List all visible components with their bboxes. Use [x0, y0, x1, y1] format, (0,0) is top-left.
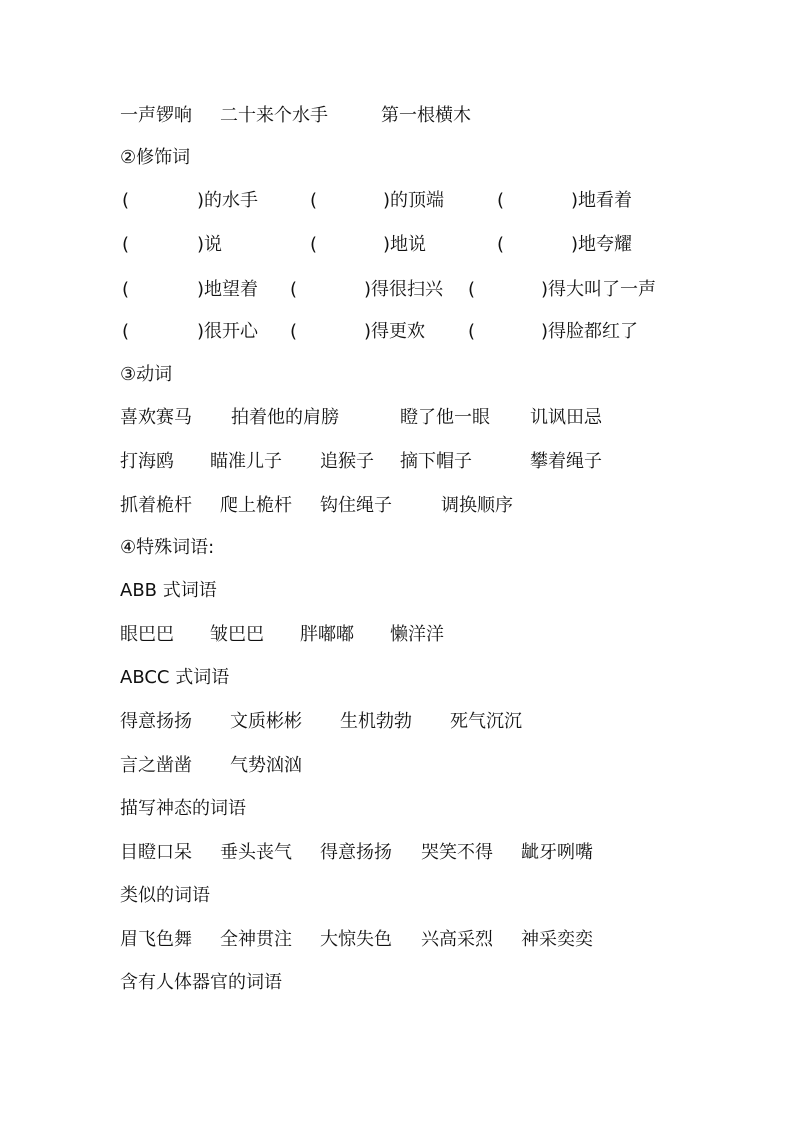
- sub-heading: [0, 794, 793, 824]
- word: 全神贯注: [220, 929, 292, 950]
- word-list-line: [0, 620, 793, 650]
- text-segment: 含有人体器官的词语: [120, 972, 282, 993]
- word: 讥讽田忌: [530, 407, 602, 428]
- blank-suffix: )地说: [383, 234, 427, 255]
- word-list-line: [0, 403, 793, 433]
- section-heading: [0, 533, 793, 563]
- word: 攀着绳子: [530, 451, 602, 472]
- open-paren: (: [122, 279, 130, 300]
- word-list-line: [0, 707, 793, 737]
- text-segment: 二十来个水手: [220, 105, 328, 126]
- word: 皱巴巴: [210, 624, 264, 645]
- word: 胖嘟嘟: [300, 624, 354, 645]
- open-paren: (: [122, 234, 130, 255]
- word: 摘下帽子: [400, 451, 472, 472]
- word: 文质彬彬: [230, 711, 302, 732]
- section-heading: [0, 360, 793, 390]
- word: 得意扬扬: [320, 842, 392, 863]
- word-list-line: [0, 925, 793, 955]
- text-segment: ABB 式词语: [120, 580, 217, 601]
- word-list-line: [0, 838, 793, 868]
- text-segment: 一声锣响: [120, 105, 192, 126]
- sub-heading: [0, 576, 793, 606]
- fill-blank-line: [0, 275, 793, 305]
- word: 得意扬扬: [120, 711, 192, 732]
- word: 懒洋洋: [390, 624, 444, 645]
- fill-blank-line: [0, 317, 793, 347]
- word: 垂头丧气: [220, 842, 292, 863]
- word: 追猴子: [320, 451, 374, 472]
- word-list-line: [0, 491, 793, 521]
- open-paren: (: [497, 190, 505, 211]
- open-paren: (: [310, 190, 318, 211]
- blank-suffix: )地望着: [197, 279, 259, 300]
- word-list-line: [0, 447, 793, 477]
- word: 气势汹汹: [230, 755, 302, 776]
- open-paren: (: [468, 279, 476, 300]
- word: 打海鸥: [120, 451, 174, 472]
- word: 喜欢赛马: [120, 407, 192, 428]
- word: 生机勃勃: [340, 711, 412, 732]
- word: 神采奕奕: [521, 929, 593, 950]
- word: 瞪了他一眼: [400, 407, 490, 428]
- text-segment: ②修饰词: [120, 147, 191, 168]
- open-paren: (: [310, 234, 318, 255]
- open-paren: (: [122, 190, 130, 211]
- sub-heading: [0, 968, 793, 998]
- sub-heading: [0, 663, 793, 693]
- blank-suffix: )得更欢: [364, 321, 426, 342]
- word: 眉飞色舞: [120, 929, 192, 950]
- word: 瞄准儿子: [210, 451, 282, 472]
- word-list-line: [0, 751, 793, 781]
- blank-suffix: )说: [197, 234, 223, 255]
- blank-suffix: )得很扫兴: [364, 279, 444, 300]
- text-segment: 第一根横木: [381, 105, 471, 126]
- open-paren: (: [497, 234, 505, 255]
- word: 哭笑不得: [421, 842, 493, 863]
- text-segment: 类似的词语: [120, 885, 210, 906]
- fill-blank-line: [0, 230, 793, 260]
- word: 言之凿凿: [120, 755, 192, 776]
- fill-blank-line: [0, 186, 793, 216]
- word: 死气沉沉: [450, 711, 522, 732]
- text-segment: 描写神态的词语: [120, 798, 246, 819]
- word: 眼巴巴: [120, 624, 174, 645]
- section-heading: [0, 143, 793, 173]
- word: 抓着桅杆: [120, 495, 192, 516]
- word: 大惊失色: [320, 929, 392, 950]
- blank-suffix: )得脸都红了: [541, 321, 639, 342]
- open-paren: (: [290, 279, 298, 300]
- text-segment: ABCC 式词语: [120, 667, 230, 688]
- blank-suffix: )地看着: [571, 190, 633, 211]
- blank-suffix: )得大叫了一声: [541, 279, 657, 300]
- open-paren: (: [290, 321, 298, 342]
- open-paren: (: [468, 321, 476, 342]
- word: 兴高采烈: [421, 929, 493, 950]
- word: 龇牙咧嘴: [521, 842, 593, 863]
- word: 钩住绳子: [320, 495, 392, 516]
- text-segment: ④特殊词语:: [120, 537, 215, 558]
- word: 调换顺序: [441, 495, 513, 516]
- word: 爬上桅杆: [220, 495, 292, 516]
- text-segment: ③动词: [120, 364, 173, 385]
- open-paren: (: [122, 321, 130, 342]
- blank-suffix: )的顶端: [383, 190, 445, 211]
- word: 目瞪口呆: [120, 842, 192, 863]
- blank-suffix: )地夸耀: [571, 234, 633, 255]
- blank-suffix: )很开心: [197, 321, 259, 342]
- word: 拍着他的肩膀: [231, 407, 339, 428]
- sub-heading: [0, 881, 793, 911]
- blank-suffix: )的水手: [197, 190, 259, 211]
- text-line: [0, 101, 793, 131]
